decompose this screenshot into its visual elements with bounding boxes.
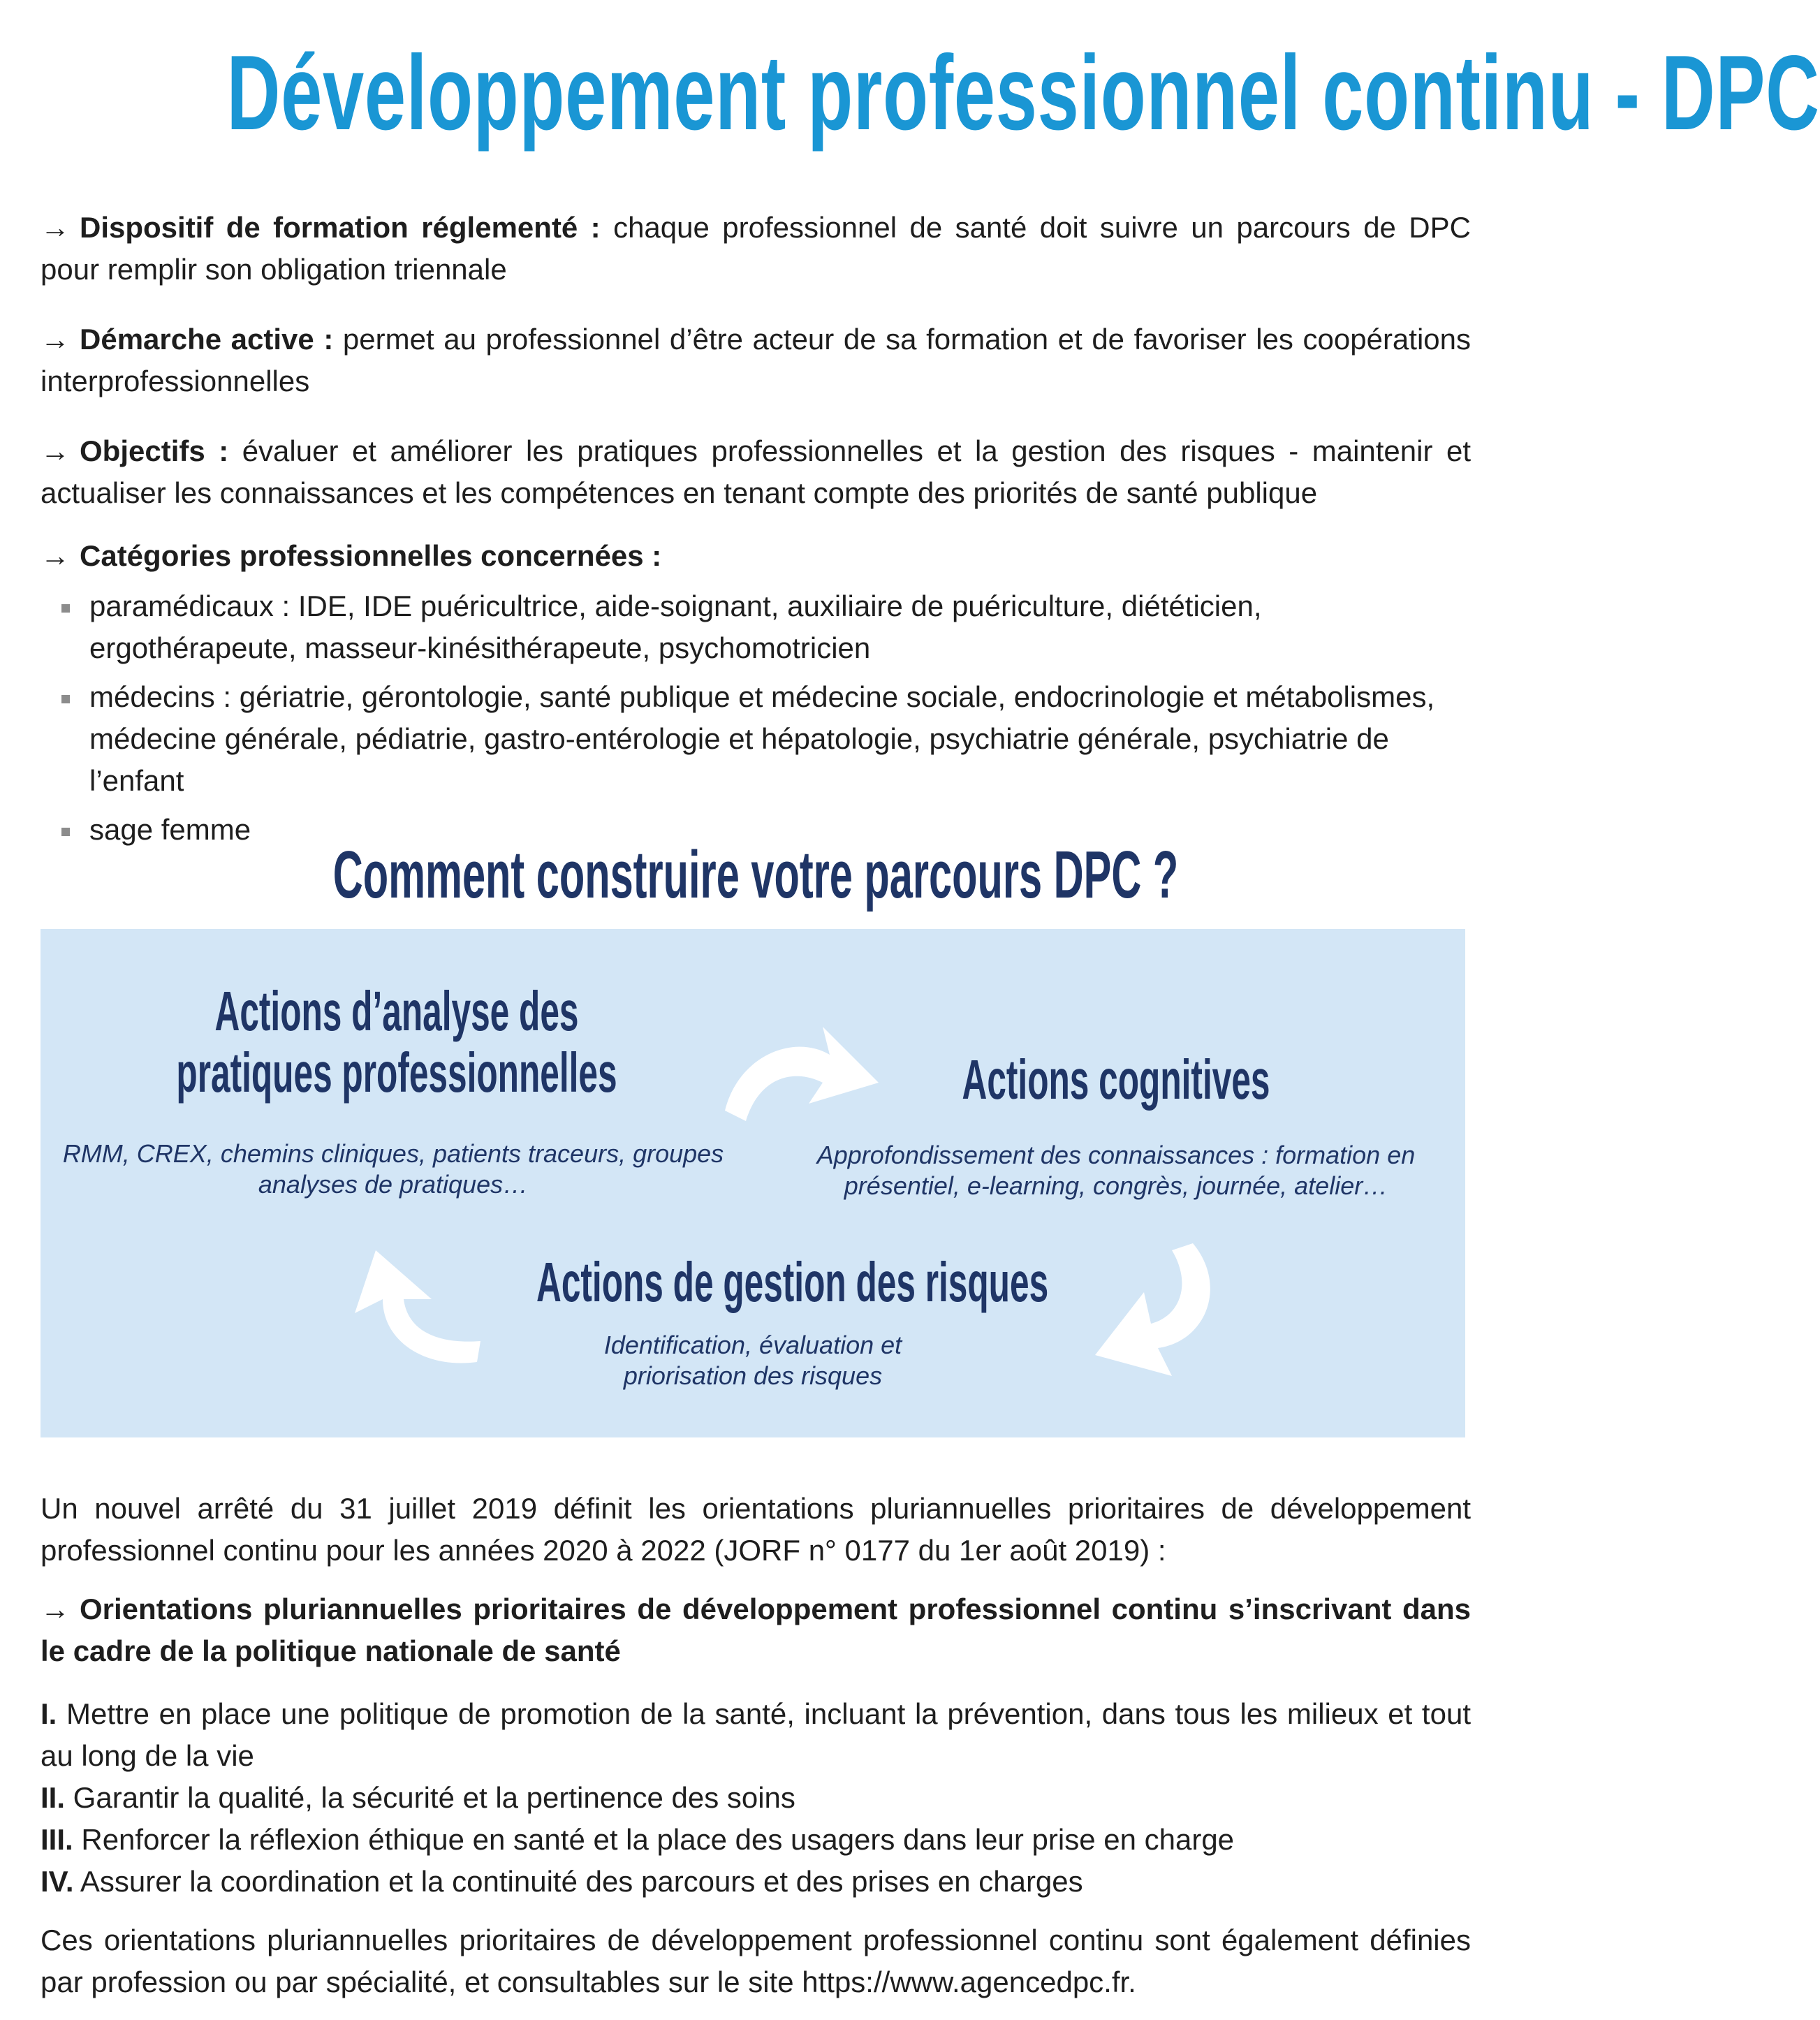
orientation-item-3 [41, 1819, 1471, 1861]
category-text: sage femme [89, 813, 251, 846]
arrow-icon: → [41, 539, 70, 572]
risk-subtitle-line1: Identification, évaluation et [603, 1331, 902, 1359]
orientation-item-2 [41, 1777, 1471, 1819]
categories-label: Catégories professionnelles concernées : [80, 539, 662, 572]
orientation-text: Renforcer la réflexion éthique en santé et la place des usagers dans leur prise en charge [73, 1823, 1235, 1856]
analysis-subtitle-line2: analyses de pratiques… [258, 1170, 529, 1199]
bullet-square-icon [61, 604, 70, 613]
orientation-item-1 [41, 1693, 1471, 1777]
orientations-heading [41, 1588, 1471, 1672]
arrow-icon: → [41, 323, 70, 356]
curved-arrow-up-icon [334, 1243, 487, 1376]
categories-heading [41, 535, 1471, 577]
categories-list [41, 585, 1471, 858]
bullet-square-icon [61, 828, 70, 836]
orientation-text: Garantir la qualité, la sécurité et la pertinence des soins [65, 1781, 795, 1814]
decree-paragraph: Un nouvel arrêté du 31 juillet 2019 définit les orientations pluriannuelles prioritaires de développement professionnel continu pour les années 2020 à 2022 (JORF n° 0177 du 1er août 2019) : [41, 1492, 1471, 1567]
analysis-title-line1: Actions d’analyse des [214, 980, 579, 1042]
intro-text-1: chaque professionnel de santé doit suivre un parcours de DPC pour remplir son obligation triennale [41, 211, 1471, 286]
curved-arrow-down-left-icon [1088, 1236, 1228, 1383]
intro-paragraph-3 [41, 430, 1471, 514]
arrow-icon: → [41, 434, 70, 467]
intro-label-3: Objectifs : [80, 434, 229, 467]
arrow-icon: → [41, 211, 70, 244]
curved-arrow-right-icon [718, 1006, 886, 1125]
orientation-number: II. [41, 1781, 66, 1814]
orientation-item-4 [41, 1861, 1471, 1903]
closing-paragraph: Ces orientations pluriannuelles prioritaires de développement professionnel continu sont également définies par profession ou par spécialité, et consultables sur le site https://www.agencedpc.fr. [41, 1924, 1471, 1998]
intro-label-1: Dispositif de formation réglementé : [80, 211, 601, 244]
analysis-title-line2: pratiques professionnelles [176, 1041, 617, 1104]
cognitive-subtitle-line2: présentiel, e-learning, congrès, journée, atelier… [844, 1171, 1388, 1200]
list-item [41, 676, 1471, 802]
cognitive-title: Actions cognitives [962, 1048, 1270, 1111]
intro-text-3: évaluer et améliorer les pratiques professionnelles et la gestion des risques - maintenir et actualiser les connaissances et les compétences en tenant compte des priorités de santé publique [41, 434, 1471, 509]
orientation-text: Assurer la coordination et la continuité des parcours et des prises en charges [73, 1865, 1083, 1898]
page-title: Développement professionnel continu - DPC [226, 34, 1820, 152]
risk-title: Actions de gestion des risques [536, 1251, 1049, 1313]
category-text: paramédicaux : IDE, IDE puéricultrice, aide-soignant, auxiliaire de puériculture, diététicien, ergothérapeute, masseur-kinésithérapeute, psychomotricien [89, 590, 1262, 664]
risk-subtitle-line2: priorisation des risques [623, 1361, 883, 1390]
intro-paragraph-1 [41, 207, 1471, 291]
category-text: médecins : gériatrie, gérontologie, santé publique et médecine sociale, endocrinologie et métabolismes, médecine générale, pédiatrie, gastro-entérologie et hépatologie, psychiatrie générale, psychiatrie de l’enfant [89, 680, 1435, 797]
diagram-heading: Comment construire votre parcours DPC ? [332, 837, 1179, 912]
dpc-cycle-diagram [41, 929, 1465, 1437]
intro-text-2: permet au professionnel d’être acteur de sa formation et de favoriser les coopérations interprofessionnelles [41, 323, 1471, 397]
orientation-number: I. [41, 1697, 57, 1730]
intro-paragraph-2 [41, 319, 1471, 402]
orientation-text: Mettre en place une politique de promotion de la santé, incluant la prévention, dans tous les milieux et tout au long de la vie [41, 1697, 1471, 1772]
arrow-icon: → [41, 1593, 70, 1625]
list-item [41, 585, 1471, 669]
analysis-subtitle-line1: RMM, CREX, chemins cliniques, patients traceurs, groupes [62, 1139, 724, 1168]
cognitive-subtitle-line1: Approfondissement des connaissances : formation en [816, 1141, 1416, 1169]
orientation-number: III. [41, 1823, 73, 1856]
intro-label-2: Démarche active : [80, 323, 334, 356]
bullet-square-icon [61, 695, 70, 703]
orientations-label: Orientations pluriannuelles prioritaires de développement professionnel continu s’inscrivant dans le cadre de la politique nationale de santé [41, 1593, 1471, 1667]
orientation-number: IV. [41, 1865, 74, 1898]
